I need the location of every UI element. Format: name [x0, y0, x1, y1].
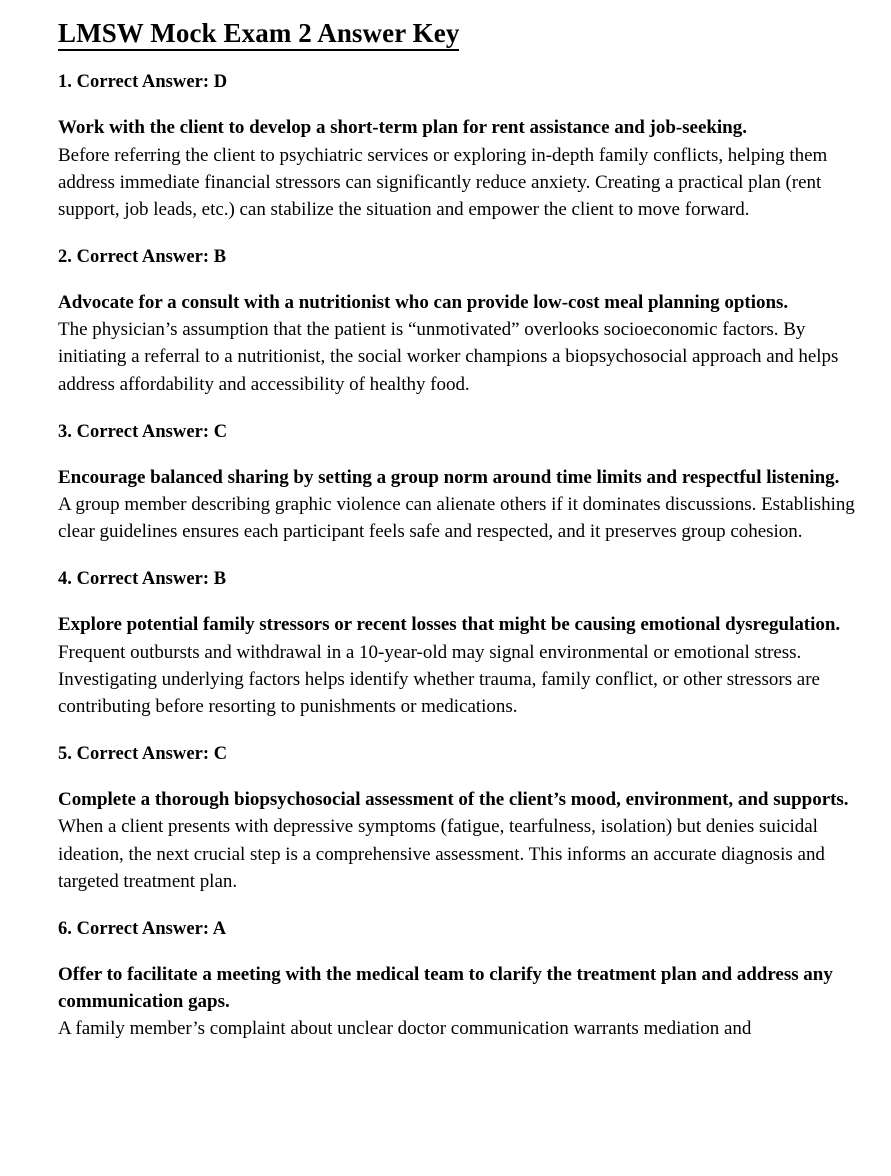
- answer-statement: Advocate for a consult with a nutritionist who can provide low-cost meal planning options.: [58, 292, 789, 314]
- answer-statement: Work with the client to develop a short-term plan for rent assistance and job-seeking.: [58, 117, 747, 139]
- answer-statement: Explore potential family stressors or recent losses that might be causing emotional dysregulation.: [58, 614, 841, 636]
- answer-rationale: A family member’s complaint about unclear doctor communication warrants mediation and: [58, 1018, 752, 1040]
- answer-block: [58, 246, 861, 398]
- answer-heading: 6. Correct Answer: A: [58, 918, 227, 939]
- answer-heading: 1. Correct Answer: D: [58, 72, 228, 93]
- answer-block: [58, 421, 861, 546]
- page-title: [58, 18, 861, 48]
- page-title-text: LMSW Mock Exam 2 Answer Key: [58, 18, 459, 51]
- answer-heading: 3. Correct Answer: C: [58, 421, 228, 442]
- answer-rationale: A group member describing graphic violence can alienate others if it dominates discussions. Establishing clear guidelines ensures each participant feels safe and respected, and it preserves group cohesion.: [58, 494, 855, 543]
- answer-statement: Offer to facilitate a meeting with the medical team to clarify the treatment plan and address any communication gaps.: [58, 963, 833, 1013]
- answer-block: [58, 918, 861, 1043]
- answer-statement: Encourage balanced sharing by setting a group norm around time limits and respectful listening.: [58, 466, 840, 488]
- answer-block: [58, 568, 861, 720]
- answer-block: [58, 743, 861, 895]
- answer-statement: Complete a thorough biopsychosocial assessment of the client’s mood, environment, and supports.: [58, 789, 849, 811]
- answer-heading: 5. Correct Answer: C: [58, 744, 228, 765]
- answer-rationale: Before referring the client to psychiatric services or exploring in-depth family conflicts, helping them address immediate financial stressors can significantly reduce anxiety. Creating a practical plan (rent support, job leads, etc.) can stabilize the situation and empower the client to move forward.: [58, 144, 828, 220]
- answer-block: [58, 71, 861, 223]
- answer-rationale: Frequent outbursts and withdrawal in a 10-year-old may signal environmental or emotional stress. Investigating underlying factors helps identify whether trauma, family conflict, or other stressors are contributing before resorting to punishments or medications.: [58, 641, 820, 717]
- answer-rationale: The physician’s assumption that the patient is “unmotivated” overlooks socioeconomic factors. By initiating a referral to a nutritionist, the social worker champions a biopsychosocial approach and helps address affordability and accessibility of healthy food.: [58, 319, 839, 395]
- answer-heading: 2. Correct Answer: B: [58, 246, 227, 267]
- answer-rationale: When a client presents with depressive symptoms (fatigue, tearfulness, isolation) but denies suicidal ideation, the next crucial step is a comprehensive assessment. This informs an accurate diagnosis and targeted treatment plan.: [58, 816, 825, 892]
- answer-heading: 4. Correct Answer: B: [58, 569, 227, 590]
